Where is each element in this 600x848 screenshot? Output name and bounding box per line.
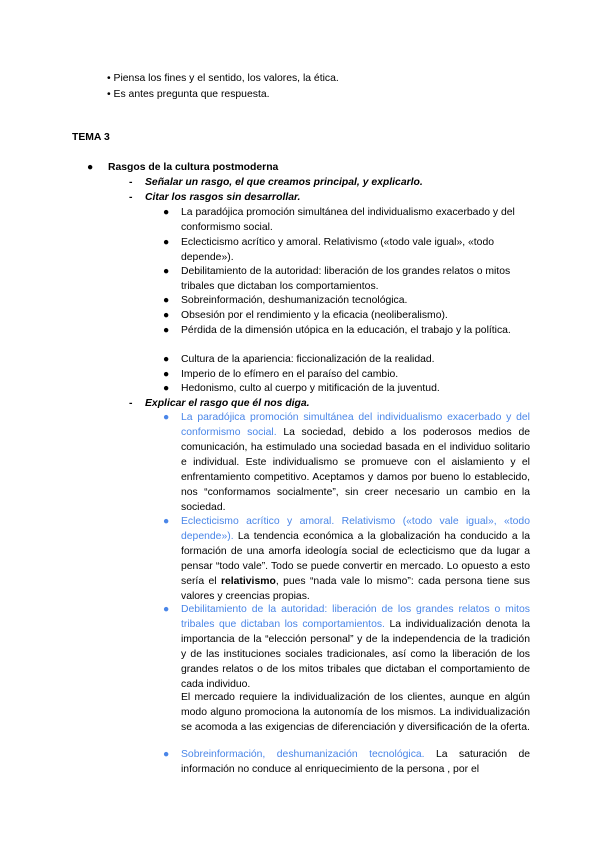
section-title: TEMA 3 [72,132,110,143]
explained-body: , pues “nada vale lo mismo”: cada persona tiene sus valores y creencias propias. [181,576,530,602]
explained-title: Eclecticismo acrítico y amoral. Relativismo («todo vale igual», «todo depende»). [181,516,530,542]
bullet-icon: ● [163,516,170,527]
trait-item: Imperio de lo efímero en el paraíso del cambio. [181,369,399,380]
bullet-icon: ● [163,237,170,248]
sub-item: Citar los rasgos sin desarrollar. [145,192,301,203]
explained-title: Sobreinformación, deshumanización tecnológica. [181,749,425,760]
bullet-icon: ● [163,354,170,365]
explained-item [181,410,530,515]
dash-icon: - [129,177,133,188]
bullet-icon: ● [163,604,170,615]
dash-icon: - [129,398,133,409]
intro-bullet: • Piensa los fines y el sentido, los valores, la ética. [107,73,339,84]
bullet-icon: ● [163,325,170,336]
explained-extra: El mercado requiere la individualización de los clientes, aunque en algún modo alguno promociona la autonomía de los mismos. La individualización se acomoda a las exigencias de diferenciación y diversificación de la oferta. [181,692,530,733]
explained-body: La sociedad, debido a los poderosos medios de comunicación, ha estimulado una sociedad basada en el individuo solitario e individual. Este individualismo se promueve con el aislamiento y el enfrentamiento competitivo. Aceptamos y damos por bueno lo establecido, nos “conformamos socialmente”, sin creer necesario un cambio en la sociedad. [181,427,531,513]
bullet-icon: ● [87,162,94,173]
explained-body: La individualización denota la importancia de la “elección personal” y de la independencia de la tradición y de las instituciones sociales tradicionales, así como la liberación de los grandes relatos o de los mitos tribales que dictaban el comportamiento de cada individuo. [181,619,530,690]
explained-item [181,602,530,692]
intro-bullet: • Es antes pregunta que respuesta. [107,89,270,100]
trait-item: Sobreinformación, deshumanización tecnológica. [181,295,408,306]
trait-item: Eclecticismo acrítico y amoral. Relativismo («todo vale igual», «todo depende»). [181,237,495,263]
explained-item [181,514,530,604]
bullet-icon: ● [163,383,170,394]
explained-bold-term: relativismo [220,576,276,587]
sub-item: Explicar el rasgo que él nos diga. [145,398,310,409]
explained-body: La saturación de información no conduce al enriquecimiento de la persona , por el [181,749,530,775]
dash-icon: - [129,192,133,203]
trait-item: Debilitamiento de la autoridad: liberación de los grandes relatos o mitos tribales que dictaban los comportamientos. [181,266,511,292]
trait-item: Hedonismo, culto al cuerpo y mitificación de la juventud. [181,383,440,394]
sub-item: Señalar un rasgo, el que creamos principal, y explicarlo. [145,177,423,188]
trait-item: Obsesión por el rendimiento y la eficacia (neoliberalismo). [181,310,448,321]
explained-title: La paradójica promoción simultánea del individualismo exacerbado y del conformismo social. [181,412,530,438]
explained-body: La tendencia económica a la globalización ha conducido a la formación de una amorfa ideología social de eclecticismo que da lugar a pensar “todo vale”. Todo se puede convertir en mercado. Lo opuesto a esto sería el [181,531,530,587]
trait-item: Pérdida de la dimensión utópica en la educación, el trabajo y la política. [181,325,511,336]
bullet-icon: ● [163,310,170,321]
main-bullet-label: Rasgos de la cultura postmoderna [108,162,279,173]
bullet-icon: ● [163,266,170,277]
bullet-icon: ● [163,412,170,423]
bullet-icon: ● [163,749,170,760]
trait-item: Cultura de la apariencia: ficcionalización de la realidad. [181,354,435,365]
bullet-icon: ● [163,207,170,218]
explained-item [181,747,530,777]
bullet-icon: ● [163,369,170,380]
bullet-icon: ● [163,295,170,306]
trait-item: La paradójica promoción simultánea del individualismo exacerbado y del conformismo social. [181,207,515,233]
explained-title: Debilitamiento de la autoridad: liberación de los grandes relatos o mitos tribales que dictaban los comportamientos. [181,604,530,630]
